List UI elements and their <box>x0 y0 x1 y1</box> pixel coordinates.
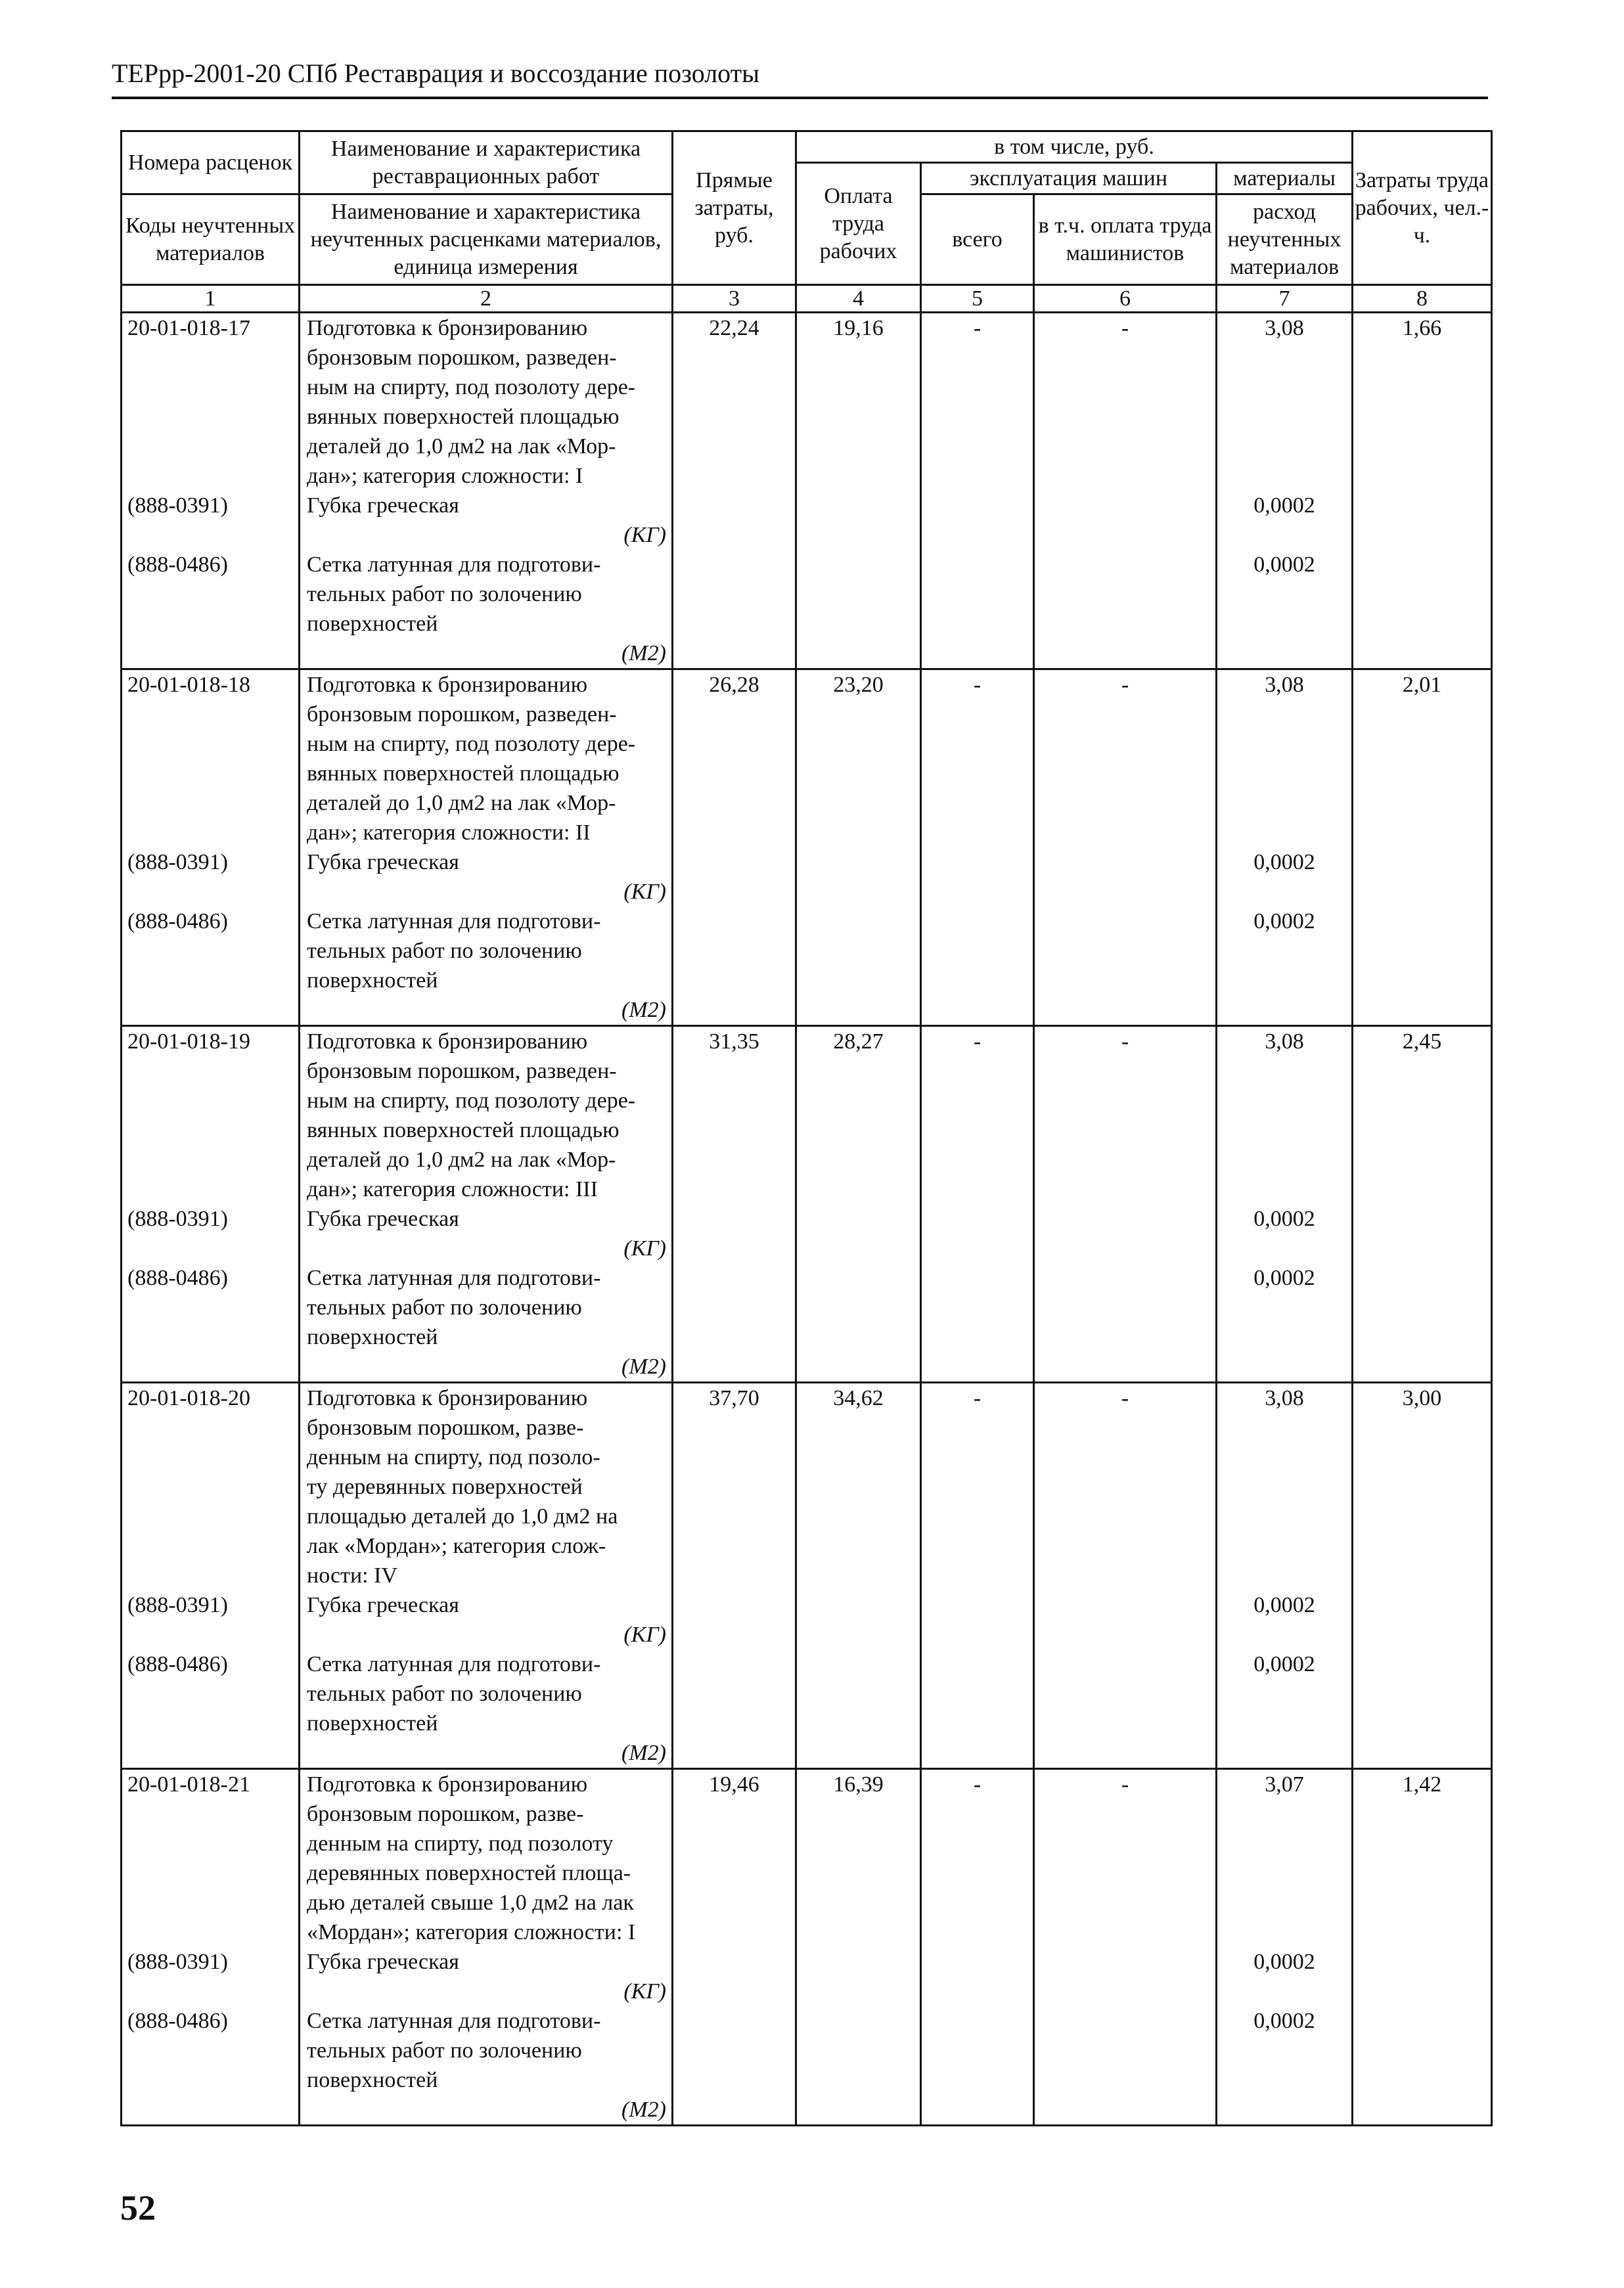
column-index: 6 <box>1034 285 1217 313</box>
blank-line <box>122 520 298 550</box>
material-name-line: тельных работ по золочению <box>307 582 582 606</box>
blank-line <box>122 432 298 461</box>
machines-total <box>921 313 1034 669</box>
material-name-line: Сетка латунная для подготови- <box>307 2009 601 2033</box>
material-code: (888-0391) <box>127 1207 228 1231</box>
codes-cell <box>122 1383 300 1769</box>
materials-cell <box>1217 1383 1353 1769</box>
work-description-line: дан»; категория сложности: I <box>307 464 583 488</box>
material-qty: 0,0002 <box>1253 2009 1315 2033</box>
blank-line <box>1217 759 1351 788</box>
machines-total-value: - <box>973 1029 981 1054</box>
rate-code: 20-01-018-19 <box>127 1029 250 1054</box>
header-col2-bottom: Наименование и характеристика неучтенных расценками материалов, единица измерения <box>300 194 673 285</box>
blank-line <box>1217 1829 1351 1858</box>
machines-total-value: - <box>973 673 981 697</box>
machines-total <box>921 1769 1034 2126</box>
material-qty: 0,0002 <box>1253 1652 1315 1676</box>
rate-code: 20-01-018-18 <box>127 673 250 697</box>
blank-line <box>122 1620 298 1649</box>
column-index: 8 <box>1353 285 1492 313</box>
material-name-line: поверхностей <box>307 2068 438 2092</box>
rate-entry-row <box>122 1383 1492 1769</box>
direct-costs-value: 31,35 <box>709 1029 759 1054</box>
material-name-line: Сетка латунная для подготови- <box>307 909 601 933</box>
material-code: (888-0486) <box>127 1266 228 1290</box>
material-name-line: тельных работ по золочению <box>307 1295 582 1320</box>
header-labor-hours: Затраты труда рабочих, чел.-ч. <box>1353 131 1492 285</box>
labor-hours <box>1353 1026 1492 1383</box>
direct-costs <box>673 1383 796 1769</box>
machines-total-value: - <box>973 316 981 340</box>
material-name-line: Сетка латунная для подготови- <box>307 552 601 577</box>
work-description-line: ным на спирту, под позолоту дере- <box>307 375 636 399</box>
material-unit: (КГ) <box>623 1236 666 1261</box>
header-unaccounted-materials: расход неучтенных материалов <box>1217 194 1353 285</box>
material-name-line: тельных работ по золочению <box>307 2038 582 2063</box>
labor-pay <box>796 1383 921 1769</box>
machinist-pay-value: - <box>1121 1029 1129 1054</box>
material-qty: 0,0002 <box>1253 1950 1315 1974</box>
blank-line <box>122 877 298 907</box>
column-index: 3 <box>673 285 796 313</box>
direct-costs-value: 19,46 <box>709 1772 759 1797</box>
material-unit: (М2) <box>621 641 666 665</box>
blank-line <box>122 1175 298 1204</box>
description-cell <box>300 1769 673 2126</box>
materials-cost: 3,07 <box>1265 1772 1304 1797</box>
material-name-line: поверхностей <box>307 968 438 993</box>
header-col2-top: Наименование и характеристика реставрационных работ <box>300 131 673 194</box>
rate-code: 20-01-018-20 <box>127 1386 250 1410</box>
labor-hours <box>1353 1383 1492 1769</box>
machines-total <box>921 1026 1034 1383</box>
work-description-line: деталей до 1,0 дм2 на лак «Мор- <box>307 791 616 815</box>
description-cell <box>300 1026 673 1383</box>
blank-line <box>122 1056 298 1086</box>
direct-costs-value: 37,70 <box>709 1386 759 1410</box>
materials-cost: 3,08 <box>1265 1386 1304 1410</box>
blank-line <box>122 372 298 402</box>
material-name-line: поверхностей <box>307 1711 438 1736</box>
blank-line <box>1217 432 1351 461</box>
material-unit: (КГ) <box>623 880 666 904</box>
machinist-pay <box>1034 1769 1217 2126</box>
material-name-line: поверхностей <box>307 1325 438 1349</box>
materials-cell <box>1217 313 1353 669</box>
blank-line <box>122 1145 298 1175</box>
labor-pay <box>796 1769 921 2126</box>
rate-entry-row <box>122 1769 1492 2126</box>
work-description-line: бронзовым порошком, разведен- <box>307 702 617 727</box>
blank-line <box>1217 1472 1351 1502</box>
materials-cell <box>1217 1769 1353 2126</box>
blank-line <box>122 461 298 491</box>
rate-code: 20-01-018-17 <box>127 316 250 340</box>
column-index-row <box>122 285 1492 313</box>
material-name-line: тельных работ по золочению <box>307 1682 582 1706</box>
table-header <box>122 131 1492 313</box>
labor-hours-value: 2,01 <box>1402 673 1442 697</box>
machinist-pay-value: - <box>1121 316 1129 340</box>
blank-line <box>122 1829 298 1858</box>
blank-line <box>1217 1888 1351 1918</box>
rate-entry-row <box>122 1026 1492 1383</box>
column-index: 5 <box>921 285 1034 313</box>
blank-line <box>122 1977 298 2006</box>
material-code: (888-0391) <box>127 493 228 518</box>
direct-costs <box>673 313 796 669</box>
work-description-line: денным на спирту, под позолоту <box>307 1831 614 1856</box>
material-name-line: поверхностей <box>307 612 438 636</box>
blank-line <box>1217 1413 1351 1443</box>
material-qty: 0,0002 <box>1253 493 1315 518</box>
machinist-pay <box>1034 313 1217 669</box>
machines-total <box>921 1383 1034 1769</box>
blank-line <box>1217 1234 1351 1263</box>
header-machines: эксплуатация машин <box>921 163 1217 194</box>
blank-line <box>122 1858 298 1888</box>
material-name-line: тельных работ по золочению <box>307 939 582 963</box>
labor-pay <box>796 1026 921 1383</box>
materials-cell <box>1217 669 1353 1026</box>
machinist-pay <box>1034 1026 1217 1383</box>
blank-line <box>1217 1977 1351 2006</box>
work-description-line: деревянных поверхностей площа- <box>307 1861 631 1885</box>
blank-line <box>122 402 298 432</box>
machinist-pay <box>1034 669 1217 1026</box>
machines-total <box>921 669 1034 1026</box>
materials-cost: 3,08 <box>1265 673 1304 697</box>
blank-line <box>122 1443 298 1472</box>
material-qty: 0,0002 <box>1253 909 1315 933</box>
work-description-line: «Мордан»; категория сложности: I <box>307 1920 636 1944</box>
labor-pay-value: 19,16 <box>833 316 884 340</box>
blank-line <box>1217 877 1351 907</box>
header-col1-top: Номера расценок <box>122 131 300 194</box>
header-including: в том числе, руб. <box>796 131 1353 163</box>
machinist-pay-value: - <box>1121 673 1129 697</box>
blank-line <box>1217 402 1351 432</box>
work-description-line: вянных поверхностей площадью <box>307 761 620 786</box>
header-rule <box>112 97 1488 99</box>
material-unit: (М2) <box>621 2097 666 2122</box>
blank-line <box>122 700 298 729</box>
materials-cell <box>1217 1026 1353 1383</box>
blank-line <box>1217 1145 1351 1175</box>
rate-code: 20-01-018-21 <box>127 1772 250 1797</box>
work-description-line: ности: IV <box>307 1563 398 1588</box>
work-description-line: вянных поверхностей площадью <box>307 1118 620 1142</box>
material-unit: (КГ) <box>623 1979 666 2004</box>
machines-total-value: - <box>973 1386 981 1410</box>
labor-hours <box>1353 669 1492 1026</box>
material-name: Губка греческая <box>307 1593 459 1617</box>
work-description-line: ным на спирту, под позолоту дере- <box>307 732 636 756</box>
blank-line <box>1217 1799 1351 1829</box>
blank-line <box>122 1413 298 1443</box>
blank-line <box>1217 1502 1351 1531</box>
rate-entry-row <box>122 669 1492 1026</box>
material-qty: 0,0002 <box>1253 1593 1315 1617</box>
blank-line <box>1217 1918 1351 1947</box>
work-description-line: деталей до 1,0 дм2 на лак «Мор- <box>307 434 616 459</box>
header-labor-pay: Оплата труда рабочих <box>796 163 921 285</box>
column-index: 7 <box>1217 285 1353 313</box>
work-description-line: дан»; категория сложности: II <box>307 820 591 845</box>
work-description-line: Подготовка к бронзированию <box>307 1029 588 1054</box>
work-description-line: деталей до 1,0 дм2 на лак «Мор- <box>307 1148 616 1172</box>
work-description-line: Подготовка к бронзированию <box>307 316 588 340</box>
labor-pay <box>796 313 921 669</box>
document-title: ТЕРрр-2001-20 СПб Реставрация и воссоздание позолоты <box>112 58 759 88</box>
labor-hours-value: 2,45 <box>1402 1029 1442 1054</box>
work-description-line: ным на спирту, под позолоту дере- <box>307 1088 636 1113</box>
header-machines-total: всего <box>921 194 1034 285</box>
material-qty: 0,0002 <box>1253 1266 1315 1290</box>
labor-hours-value: 1,42 <box>1402 1772 1442 1797</box>
material-unit: (М2) <box>621 1355 666 1379</box>
description-cell <box>300 669 673 1026</box>
material-unit: (М2) <box>621 1741 666 1765</box>
work-description-line: Подготовка к бронзированию <box>307 1772 588 1797</box>
materials-cost: 3,08 <box>1265 316 1304 340</box>
labor-pay-value: 23,20 <box>833 673 884 697</box>
material-qty: 0,0002 <box>1253 1207 1315 1231</box>
blank-line <box>1217 1561 1351 1590</box>
blank-line <box>122 343 298 372</box>
direct-costs <box>673 669 796 1026</box>
blank-line <box>1217 1531 1351 1561</box>
labor-pay-value: 16,39 <box>833 1772 884 1797</box>
machinist-pay-value: - <box>1121 1772 1129 1797</box>
labor-pay <box>796 669 921 1026</box>
rates-table <box>120 130 1493 2126</box>
work-description-line: дью деталей свыше 1,0 дм2 на лак <box>307 1891 634 1915</box>
work-description-line: Подготовка к бронзированию <box>307 673 588 697</box>
blank-line <box>1217 372 1351 402</box>
blank-line <box>122 1234 298 1263</box>
description-cell <box>300 1383 673 1769</box>
description-cell <box>300 313 673 669</box>
work-description-line: бронзовым порошком, разведен- <box>307 346 617 370</box>
material-qty: 0,0002 <box>1253 552 1315 577</box>
blank-line <box>1217 1175 1351 1204</box>
blank-line <box>122 1531 298 1561</box>
machinist-pay <box>1034 1383 1217 1769</box>
labor-pay-value: 28,27 <box>833 1029 884 1054</box>
work-description-line: бронзовым порошком, разве- <box>307 1802 584 1826</box>
material-code: (888-0486) <box>127 2009 228 2033</box>
direct-costs-value: 22,24 <box>709 316 759 340</box>
material-name: Губка греческая <box>307 850 459 874</box>
rate-entry-row <box>122 313 1492 669</box>
material-code: (888-0486) <box>127 909 228 933</box>
labor-hours-value: 3,00 <box>1402 1386 1442 1410</box>
material-unit: (КГ) <box>623 523 666 547</box>
work-description-line: Подготовка к бронзированию <box>307 1386 588 1410</box>
codes-cell <box>122 313 300 669</box>
work-description-line: вянных поверхностей площадью <box>307 405 620 429</box>
blank-line <box>122 1799 298 1829</box>
codes-cell <box>122 1026 300 1383</box>
blank-line <box>1217 1086 1351 1115</box>
work-description-line: бронзовым порошком, разведен- <box>307 1059 617 1083</box>
material-name: Губка греческая <box>307 1207 459 1231</box>
work-description-line: бронзовым порошком, разве- <box>307 1416 584 1440</box>
column-index: 2 <box>300 285 673 313</box>
blank-line <box>1217 1443 1351 1472</box>
labor-hours-value: 1,66 <box>1402 316 1442 340</box>
material-qty: 0,0002 <box>1253 850 1315 874</box>
machines-total-value: - <box>973 1772 981 1797</box>
blank-line <box>1217 343 1351 372</box>
codes-cell <box>122 669 300 1026</box>
material-code: (888-0486) <box>127 552 228 577</box>
blank-line <box>122 1115 298 1145</box>
blank-line <box>122 1918 298 1947</box>
work-description-line: лак «Мордан»; категория слож- <box>307 1534 606 1558</box>
codes-cell <box>122 1769 300 2126</box>
material-code: (888-0486) <box>127 1652 228 1676</box>
direct-costs-value: 26,28 <box>709 673 759 697</box>
column-index: 4 <box>796 285 921 313</box>
blank-line <box>122 1561 298 1590</box>
blank-line <box>1217 1620 1351 1649</box>
blank-line <box>1217 520 1351 550</box>
table-body <box>122 313 1492 2126</box>
work-description-line: дан»; категория сложности: III <box>307 1177 598 1201</box>
material-code: (888-0391) <box>127 850 228 874</box>
blank-line <box>1217 461 1351 491</box>
material-name-line: Сетка латунная для подготови- <box>307 1652 601 1676</box>
direct-costs <box>673 1769 796 2126</box>
material-name-line: Сетка латунная для подготови- <box>307 1266 601 1290</box>
labor-pay-value: 34,62 <box>833 1386 884 1410</box>
blank-line <box>122 729 298 759</box>
blank-line <box>122 788 298 818</box>
header-materials: материалы <box>1217 163 1353 194</box>
header-machinist-pay: в т.ч. оплата труда машинистов <box>1034 194 1217 285</box>
material-name: Губка греческая <box>307 1950 459 1974</box>
material-code: (888-0391) <box>127 1593 228 1617</box>
blank-line <box>1217 1858 1351 1888</box>
work-description-line: денным на спирту, под позоло- <box>307 1445 600 1469</box>
blank-line <box>122 818 298 847</box>
header-direct-costs: Прямые затраты, руб. <box>673 131 796 285</box>
header-col1-bottom: Коды неучтенных материалов <box>122 194 300 285</box>
blank-line <box>1217 1056 1351 1086</box>
work-description-line: площадью деталей до 1,0 дм2 на <box>307 1504 618 1529</box>
blank-line <box>1217 818 1351 847</box>
direct-costs <box>673 1026 796 1383</box>
blank-line <box>1217 788 1351 818</box>
labor-hours <box>1353 1769 1492 2126</box>
blank-line <box>1217 729 1351 759</box>
material-unit: (КГ) <box>623 1623 666 1647</box>
blank-line <box>122 1502 298 1531</box>
machinist-pay-value: - <box>1121 1386 1129 1410</box>
material-code: (888-0391) <box>127 1950 228 1974</box>
blank-line <box>122 1888 298 1918</box>
material-name: Губка греческая <box>307 493 459 518</box>
labor-hours <box>1353 313 1492 669</box>
page-header <box>112 54 1491 93</box>
blank-line <box>1217 700 1351 729</box>
blank-line <box>122 1086 298 1115</box>
materials-cost: 3,08 <box>1265 1029 1304 1054</box>
blank-line <box>1217 1115 1351 1145</box>
column-index: 1 <box>122 285 300 313</box>
page-number: 52 <box>120 2188 156 2228</box>
blank-line <box>122 759 298 788</box>
blank-line <box>122 1472 298 1502</box>
work-description-line: ту деревянных поверхностей <box>307 1475 583 1499</box>
material-unit: (М2) <box>621 998 666 1022</box>
